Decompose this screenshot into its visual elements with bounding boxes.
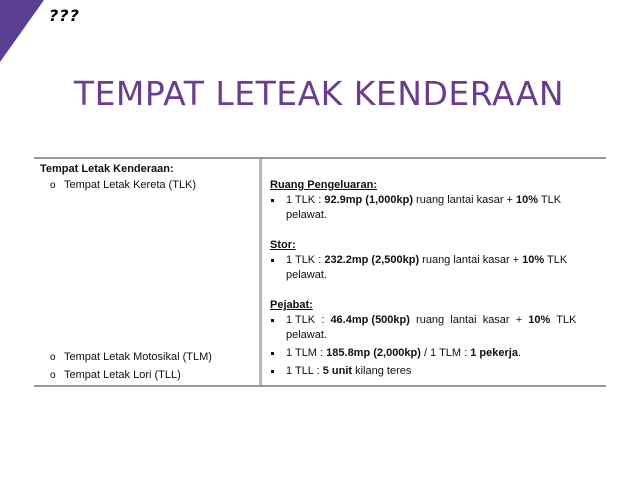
info-table xyxy=(34,157,606,387)
square-bullet-icon xyxy=(270,253,278,268)
list-item-label: Tempat Letak Kereta (TLK) xyxy=(64,179,197,191)
rule-text-cont: pelawat. xyxy=(286,329,327,341)
square-bullet-icon xyxy=(270,313,278,328)
rule-text: 1 TLM : 185.8mp (2,000kp) / 1 TLM : 1 pekerja. xyxy=(286,347,522,359)
rule-item xyxy=(270,193,606,208)
list-item xyxy=(40,178,255,193)
list-item-label: Tempat Letak Lori (TLL) xyxy=(64,369,181,381)
rule-text: 1 TLK : 232.2mp (2,500kp) ruang lantai kasar + 10% TLK xyxy=(286,254,568,266)
list-item xyxy=(40,368,181,383)
slide-title: TEMPAT LETEAK KENDERAAN xyxy=(73,74,565,113)
corner-tag: ??? xyxy=(49,6,80,25)
bullet-o: o xyxy=(50,370,56,381)
square-bullet-icon xyxy=(270,346,278,361)
rule-item xyxy=(270,253,606,268)
list-item-label: Tempat Letak Motosikal (TLM) xyxy=(64,351,212,363)
square-bullet-icon xyxy=(270,364,278,379)
section-heading-stor: Stor: xyxy=(270,239,296,251)
square-bullet-icon xyxy=(270,193,278,208)
bullet-o: o xyxy=(50,352,56,363)
bullet-o: o xyxy=(50,180,56,191)
rule-item xyxy=(270,364,606,379)
rule-item xyxy=(270,346,606,361)
corner-decoration xyxy=(0,0,44,62)
rule-text-cont: pelawat. xyxy=(286,269,327,281)
rule-item xyxy=(270,313,606,328)
rule-text: 1 TLK : 92.9mp (1,000kp) ruang lantai kasar + 10% TLK xyxy=(286,194,562,206)
rule-text: 1 TLK : 46.4mp (500kp) ruang lantai kasar + 10% TLK xyxy=(286,314,577,326)
column-divider xyxy=(259,159,262,385)
rule-text-cont: pelawat. xyxy=(286,209,327,221)
rule-text: 1 TLL : 5 unit kilang teres xyxy=(286,365,412,377)
list-item xyxy=(40,350,212,365)
left-column xyxy=(40,162,255,381)
left-heading: Tempat Letak Kenderaan: xyxy=(40,163,174,175)
section-heading-pejabat: Pejabat: xyxy=(270,299,313,311)
section-heading-ruang: Ruang Pengeluaran: xyxy=(270,179,377,191)
right-column xyxy=(270,178,606,379)
